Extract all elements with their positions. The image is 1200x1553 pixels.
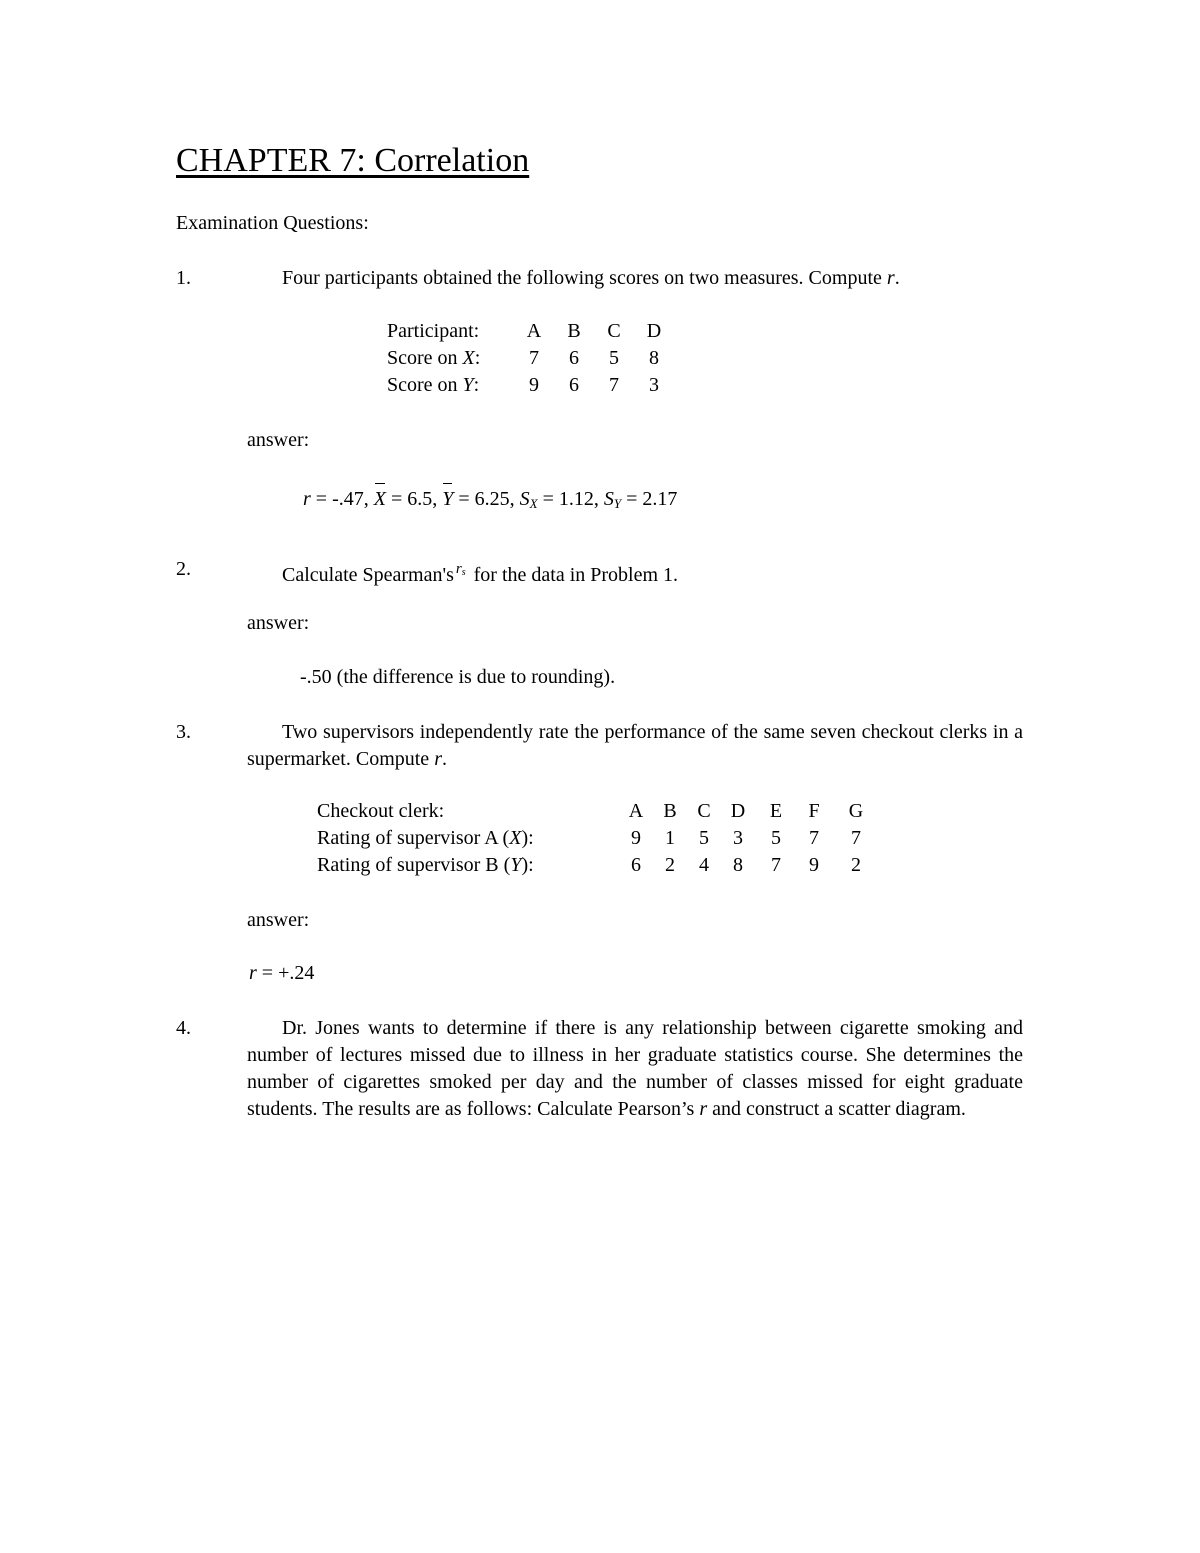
table-cell: 3 bbox=[649, 374, 659, 396]
answer-label: answer: bbox=[247, 612, 310, 634]
question-4-number: 4. bbox=[176, 1017, 191, 1039]
row-label: Score on Y: bbox=[387, 374, 480, 396]
row-label: Rating of supervisor A (X): bbox=[317, 827, 534, 849]
row-label: Score on X: bbox=[387, 347, 481, 369]
table-cell: 2 bbox=[851, 854, 861, 876]
table-cell: 9 bbox=[529, 374, 539, 396]
column-header: B bbox=[663, 800, 677, 822]
question-2-number: 2. bbox=[176, 558, 191, 580]
table-cell: 5 bbox=[609, 347, 619, 369]
column-header: A bbox=[628, 800, 644, 822]
table-row bbox=[387, 372, 663, 399]
row-label: Participant: bbox=[387, 320, 480, 342]
chapter-title: CHAPTER 7: Correlation bbox=[176, 142, 530, 179]
column-header: A bbox=[526, 320, 542, 342]
table-row bbox=[317, 825, 867, 852]
answer-label: answer: bbox=[247, 909, 310, 931]
table-cell: 6 bbox=[569, 374, 579, 396]
question-1-number: 1. bbox=[176, 267, 191, 289]
question-2-text: Calculate Spearman's $r_s$ for the data in Problem 1. bbox=[282, 556, 678, 589]
column-header: D bbox=[730, 800, 746, 822]
table-cell: 9 bbox=[631, 827, 641, 849]
column-header: B bbox=[567, 320, 581, 342]
table-cell: 5 bbox=[771, 827, 781, 849]
table-row bbox=[317, 798, 867, 825]
column-header: D bbox=[646, 320, 662, 342]
question-3-number: 3. bbox=[176, 721, 191, 743]
table-cell: 7 bbox=[529, 347, 539, 369]
table-cell: 7 bbox=[809, 827, 819, 849]
column-header: E bbox=[769, 800, 783, 822]
table-row bbox=[317, 852, 867, 879]
column-header: C bbox=[697, 800, 711, 822]
table-cell: 2 bbox=[665, 854, 675, 876]
question-4-text: Dr. Jones wants to determine if there is any relationship between cigarette smoking and number of lectures missed due to illness in her graduate statistics course. She determines the number of cigarettes smoked per day and the number of classes missed for eight graduate students. The results are as follows: Calculate Pearson’s r and construct a scatter diagram. bbox=[247, 1017, 1023, 1120]
table-cell: 6 bbox=[631, 854, 641, 876]
question-3-answer: r = +.24 bbox=[249, 962, 315, 984]
table-cell: 7 bbox=[609, 374, 619, 396]
table-cell: 8 bbox=[649, 347, 659, 369]
table-cell: 5 bbox=[699, 827, 709, 849]
question-1-table bbox=[387, 318, 663, 399]
table-row bbox=[387, 318, 663, 345]
table-cell: 7 bbox=[771, 854, 781, 876]
table-cell: 1 bbox=[665, 827, 675, 849]
question-3-table bbox=[317, 798, 867, 879]
table-cell: 4 bbox=[699, 854, 709, 876]
section-subtitle: Examination Questions: bbox=[176, 212, 369, 234]
table-cell: 9 bbox=[809, 854, 819, 876]
question-1-answer: r = -.47, X = 6.5, Y = 6.25, $S_X = 1.12$, $S_Y = 2.17$ bbox=[303, 488, 678, 511]
question-2-answer: -.50 (the difference is due to rounding). bbox=[300, 666, 616, 688]
column-header: F bbox=[808, 800, 820, 822]
column-header: G bbox=[848, 800, 864, 822]
question-1-text: Four participants obtained the following scores on two measures. Compute r. bbox=[282, 267, 900, 289]
table-cell: 8 bbox=[733, 854, 743, 876]
spearman-rs-symbol: $r_s$ bbox=[455, 561, 466, 578]
table-cell: 7 bbox=[851, 827, 861, 849]
row-label: Checkout clerk: bbox=[317, 800, 445, 822]
table-cell: 6 bbox=[569, 347, 579, 369]
table-cell: 3 bbox=[733, 827, 743, 849]
question-3-text: Two supervisors independently rate the performance of the same seven checkout clerks in a supermarket. Compute r. bbox=[247, 721, 1023, 770]
column-header: C bbox=[607, 320, 621, 342]
row-label: Rating of supervisor B (Y): bbox=[317, 854, 534, 876]
answer-label: answer: bbox=[247, 429, 310, 451]
table-row bbox=[387, 345, 663, 372]
